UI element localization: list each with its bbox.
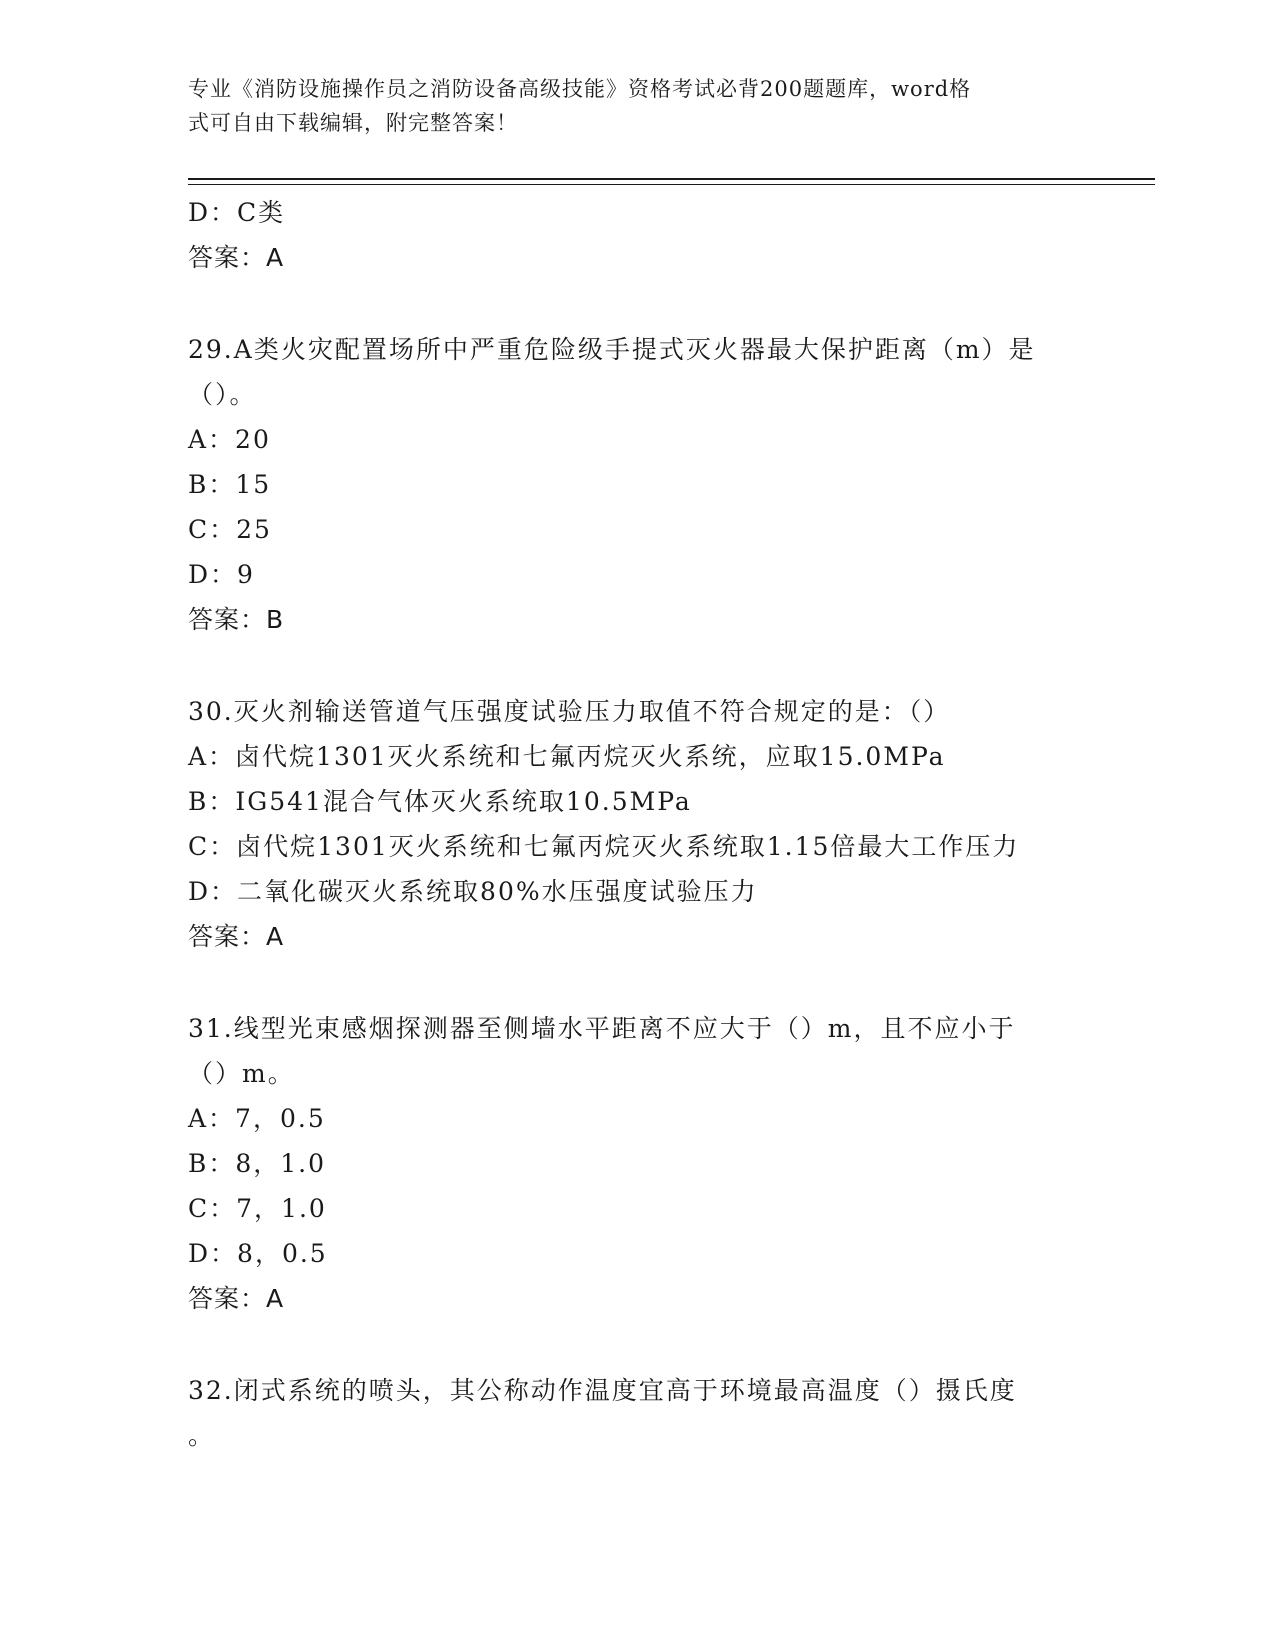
header-divider-thin (188, 184, 1155, 185)
question-29 (188, 327, 1088, 642)
answer: 答案：B (188, 605, 285, 634)
question-32 (188, 1368, 1088, 1458)
document-header (188, 72, 1068, 140)
question-stem: 31.线型光束感烟探测器至侧墙水平距离不应大于（）m，且不应小于 (188, 1014, 1016, 1043)
option-b: B：IG541混合气体灭火系统取10.5MPa (188, 787, 692, 816)
option-a: A：20 (188, 425, 271, 454)
question-stem: 29.A类火灾配置场所中严重危险级手提式灭火器最大保护距离（m）是 (188, 335, 1036, 364)
answer: 答案：A (188, 922, 285, 951)
option-a: A：7，0.5 (188, 1104, 326, 1133)
option-d: D：C类 (188, 198, 286, 227)
header-line-2: 式可自由下载编辑，附完整答案！ (188, 111, 518, 135)
question-stem-continued: 。 (188, 1421, 216, 1450)
question-list (188, 190, 1088, 1458)
option-c: C：25 (188, 515, 272, 544)
option-b: B：15 (188, 470, 272, 499)
question-stem-continued: （）m。 (188, 1059, 295, 1088)
answer: 答案：A (188, 243, 285, 272)
option-d: D：9 (188, 560, 255, 589)
question-28-tail (188, 190, 1088, 280)
option-a: A：卤代烷1301灭火系统和七氟丙烷灭火系统，应取15.0MPa (188, 742, 946, 771)
option-d: D：8，0.5 (188, 1239, 328, 1268)
header-line-1: 专业《消防设施操作员之消防设备高级技能》资格考试必背200题题库，word格 (188, 77, 972, 101)
question-stem: 32.闭式系统的喷头，其公称动作温度宜高于环境最高温度（）摄氏度 (188, 1376, 1017, 1405)
answer: 答案：A (188, 1284, 285, 1313)
question-stem: 30.灭火剂输送管道气压强度试验压力取值不符合规定的是：（） (188, 697, 951, 726)
option-b: B：8，1.0 (188, 1149, 327, 1178)
question-stem-continued: （）。 (188, 380, 257, 409)
option-d: D：二氧化碳灭火系统取80%水压强度试验压力 (188, 877, 758, 906)
question-30 (188, 689, 1088, 959)
option-c: C：卤代烷1301灭火系统和七氟丙烷灭火系统取1.15倍最大工作压力 (188, 832, 1020, 861)
header-divider-thick (188, 178, 1155, 180)
option-c: C：7，1.0 (188, 1194, 327, 1223)
question-31 (188, 1006, 1088, 1321)
